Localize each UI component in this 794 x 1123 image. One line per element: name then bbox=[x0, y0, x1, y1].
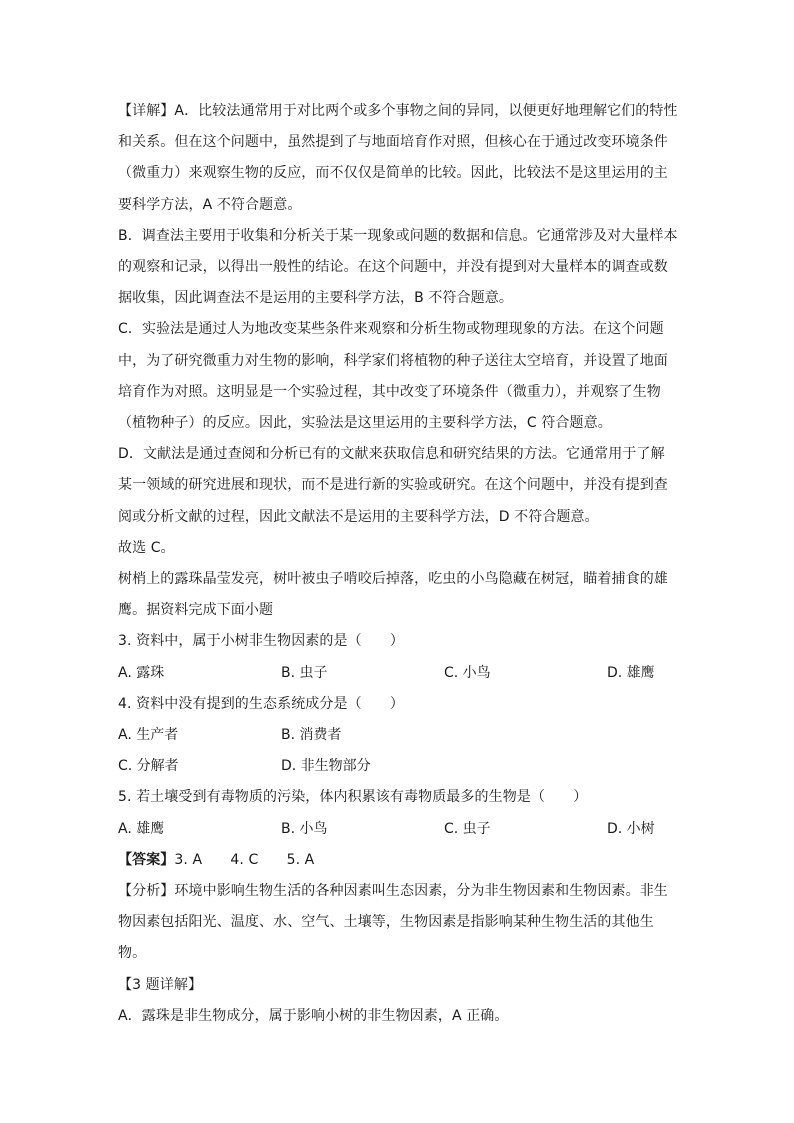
option-c: C. 虫子 bbox=[444, 820, 491, 837]
question-4-options-row-1 bbox=[118, 720, 678, 751]
question-3-options bbox=[118, 658, 678, 689]
option-d: D. 非生物部分 bbox=[281, 758, 371, 775]
document-page bbox=[118, 96, 678, 1032]
question-3-stem: 3. 资料中，属于小树非生物因素的是（ ） bbox=[118, 633, 405, 650]
analysis-text: 环境中影响生物生活的各种因素叫生态因素，分为非生物因素和生物因素。非生物因素包括阳光、温度、水、空气、土壤等，生物因素是指影响某种生物生活的其他生物。 bbox=[118, 883, 668, 962]
question-4-stem: 4. 资料中没有提到的生态系统成分是（ ） bbox=[118, 695, 405, 712]
question-5-options bbox=[118, 814, 678, 845]
analysis-option-b: B．调查法主要用于收集和分析关于某一现象或问题的数据和信息。它通常涉及对大量样本的观察和记录，以得出一般性的结论。在这个问题中，并没有提到对大量样本的调查或数据收集，因此调查法不是运用的主要科学方法，B 不符合题意。 bbox=[118, 227, 678, 307]
detail-tag: 【详解】 bbox=[118, 103, 175, 119]
material-paragraph: 树梢上的露珠晶莹发亮，树叶被虫子啃咬后掉落，吃虫的小鸟隐藏在树冠，瞄着捕食的雄鹰。据资料完成下面小题 bbox=[118, 571, 668, 619]
option-a: A. 雄鹰 bbox=[118, 820, 165, 837]
analysis-option-c: C．实验法是通过人为地改变某些条件来观察和分析生物或物理现象的方法。在这个问题中，为了研究微重力对生物的影响，科学家们将植物的种子送往太空培育，并设置了地面培育作为对照。这明显是一个实验过程，其中改变了环境条件（微重力），并观察了生物（植物种子）的反应。因此，实验法是这里运用的主要科学方法，C 符合题意。 bbox=[118, 321, 668, 432]
question-5-stem: 5. 若土壤受到有毒物质的污染，体内积累该有毒物质最多的生物是（ ） bbox=[118, 789, 588, 806]
detail-3-heading: 【3 题详解】 bbox=[118, 976, 203, 993]
detail-intro-text: A．比较法通常用于对比两个或多个事物之间的异同，以便更好地理解它们的特性和关系。但在这个问题中，虽然提到了与地面培育作对照，但核心在于通过改变环境条件（微重力）来观察生物的反应，而不仅仅是简单的比较。因此，比较法不是这里运用的主要科学方法，A 不符合题意。 bbox=[118, 103, 678, 213]
option-d: D. 小树 bbox=[607, 820, 655, 837]
analysis-tag: 【分析】 bbox=[118, 883, 175, 900]
option-b: B. 小鸟 bbox=[281, 820, 328, 837]
question-4-options-row-2 bbox=[118, 751, 678, 782]
detail-intro-paragraph bbox=[118, 96, 678, 221]
option-c: C. 小鸟 bbox=[444, 664, 491, 681]
detail-3-text: A．露珠是非生物成分，属于影响小树的非生物因素，A 正确。 bbox=[118, 1007, 509, 1024]
answer-text: 3. A 4. C 5. A bbox=[174, 851, 315, 868]
option-a: A. 露珠 bbox=[118, 664, 165, 681]
analysis-option-d: D．文献法是通过查阅和分析已有的文献来获取信息和研究结果的方法。它通常用于了解某一领域的研究进展和现状，而不是进行新的实验或研究。在这个问题中，并没有提到查阅或分析文献的过程，因此文献法不是运用的主要科学方法，D 不符合题意。 bbox=[118, 446, 668, 525]
answer-tag: 【答案】 bbox=[118, 851, 175, 868]
option-d: D. 雄鹰 bbox=[607, 664, 655, 681]
option-b: B. 消费者 bbox=[281, 727, 342, 744]
option-a: A. 生产者 bbox=[118, 727, 179, 744]
analysis-paragraph bbox=[118, 876, 678, 970]
final-choice: 故选 C。 bbox=[118, 539, 175, 556]
answer-line bbox=[118, 845, 678, 876]
option-b: B. 虫子 bbox=[281, 664, 328, 681]
option-c: C. 分解者 bbox=[118, 758, 179, 775]
